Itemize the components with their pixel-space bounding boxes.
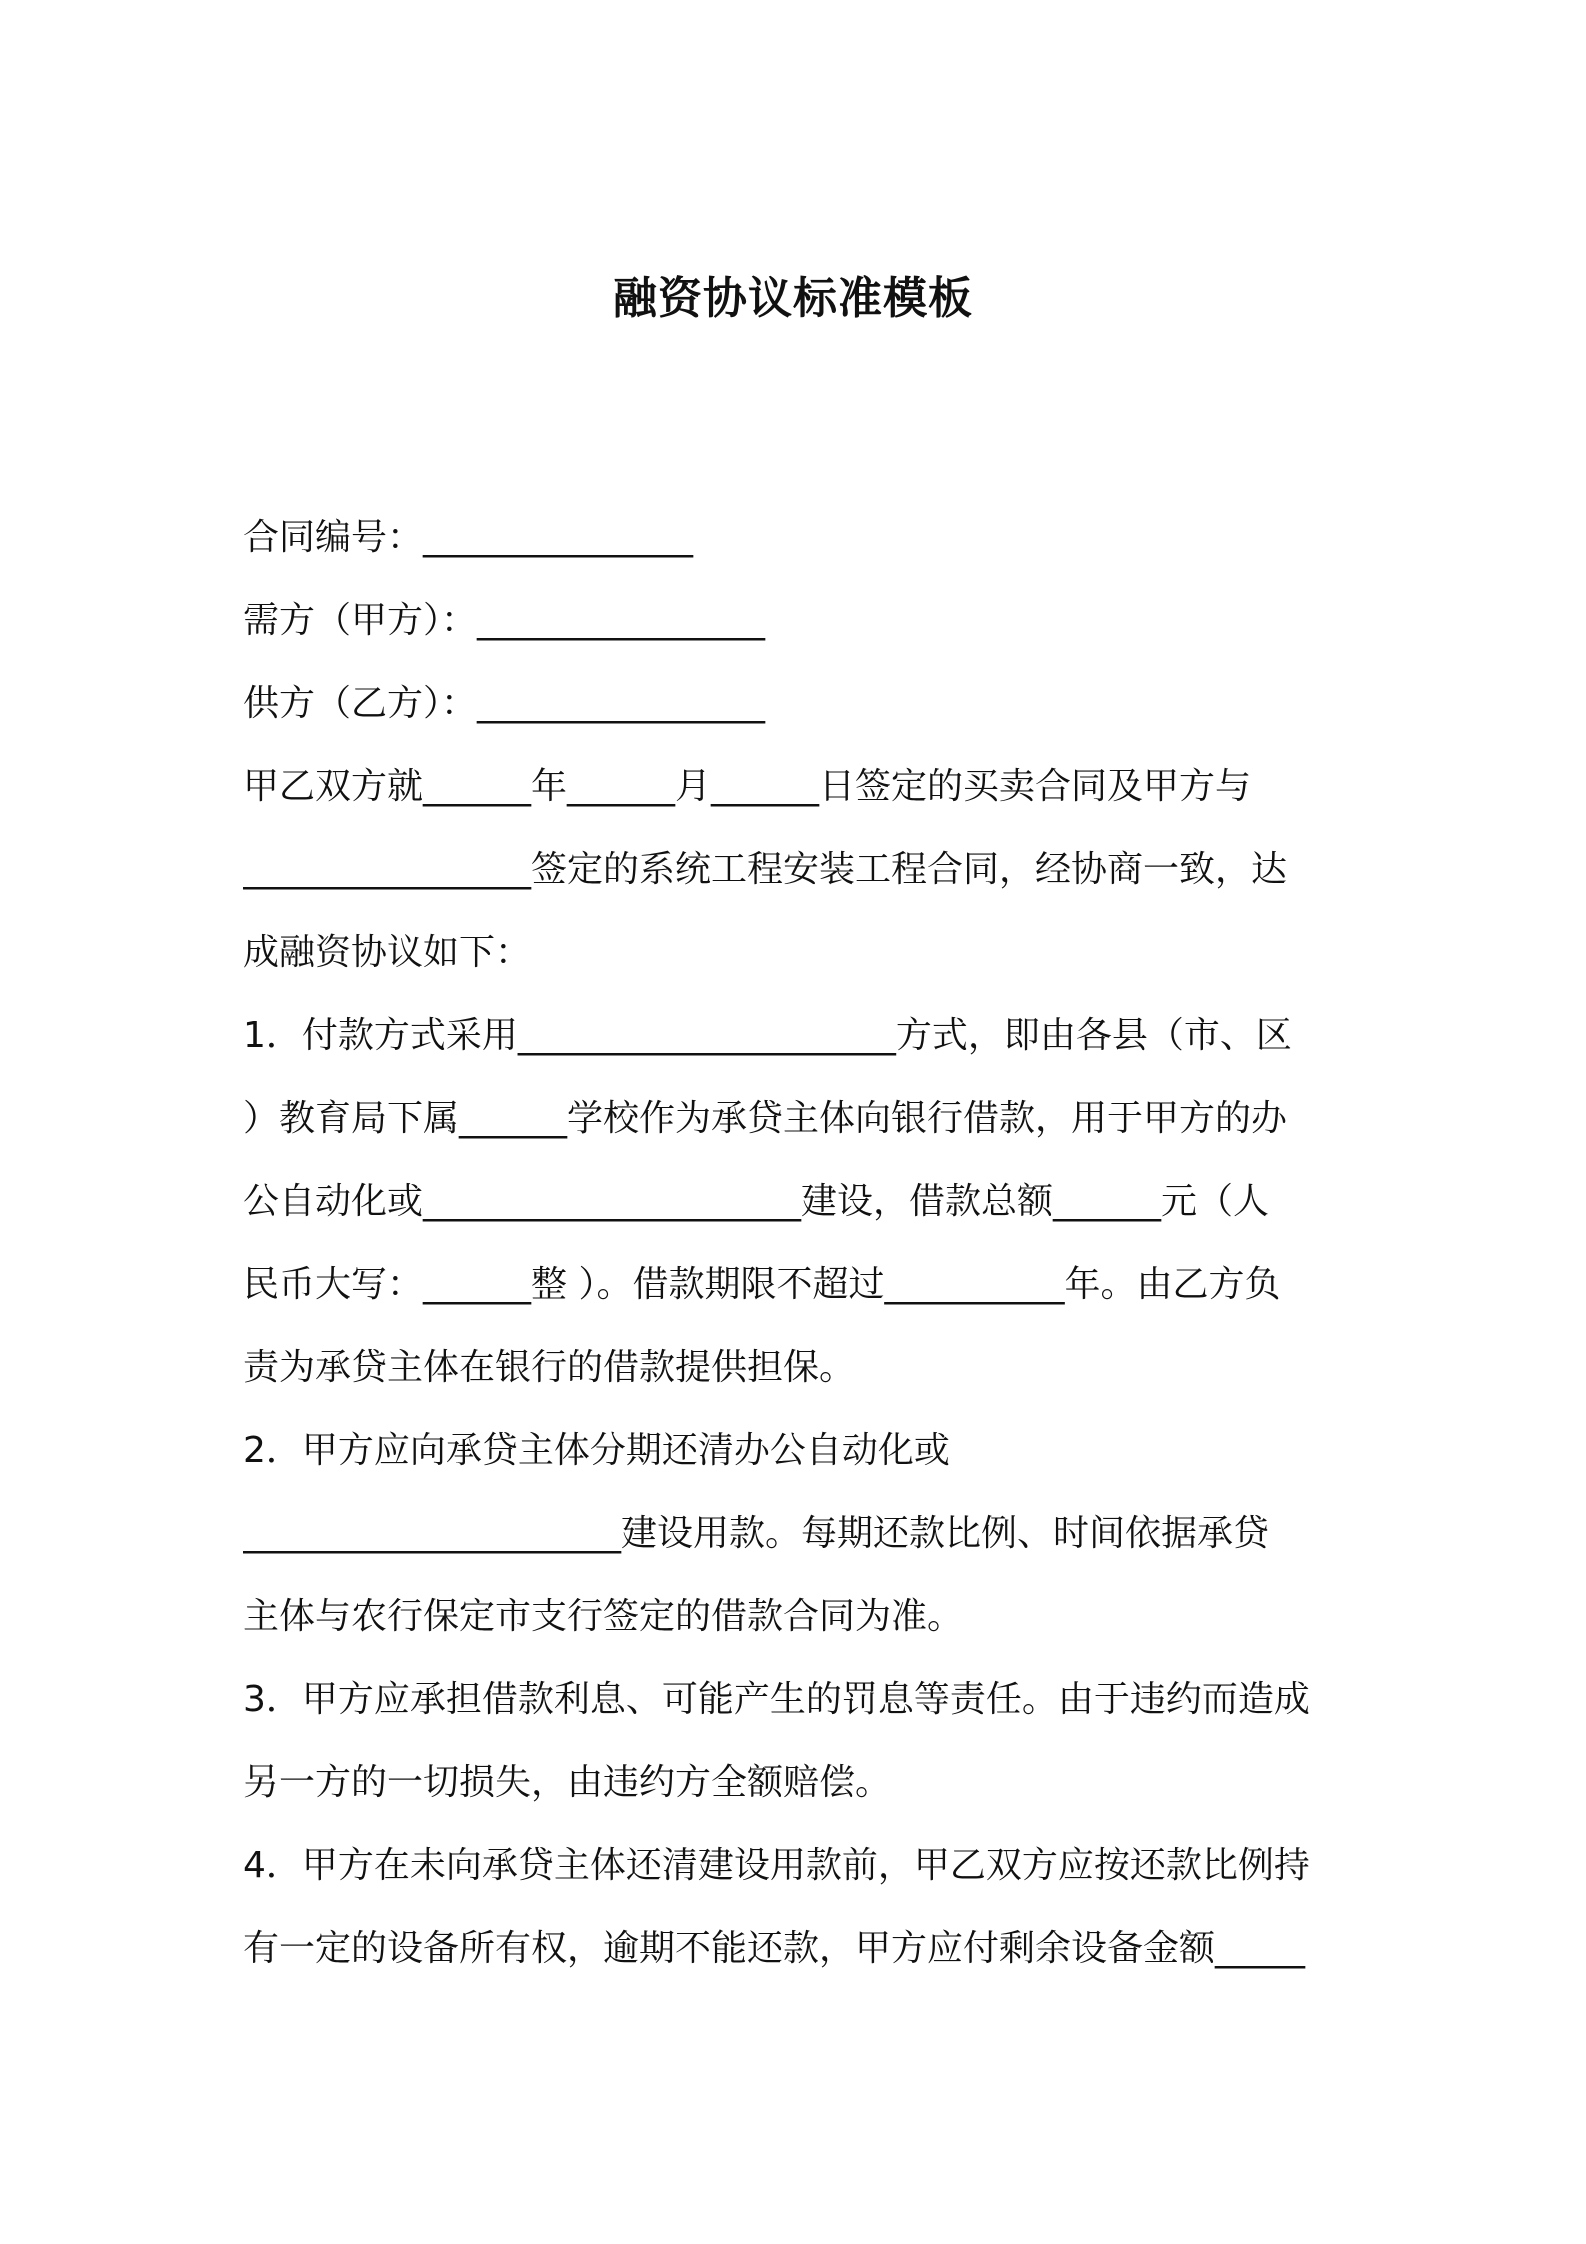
clause-1-line-5: 责为承贷主体在银行的借款提供担保。 (243, 1347, 856, 1388)
clause-1-line-2: ）教育局下属______学校作为承贷主体向银行借款，用于甲方的办 (243, 1098, 1288, 1139)
clause-1-line-1: 1．付款方式采用_____________________方式，即由各县（市、区 (243, 1015, 1292, 1056)
party-b-line: 供方（乙方）：________________ (243, 683, 766, 724)
preamble-line-2: ________________签定的系统工程安装工程合同，经协商一致，达 (243, 849, 1288, 890)
clause-1-line-3: 公自动化或_____________________建设，借款总额______元（人 (243, 1181, 1270, 1222)
clause-4-line-2: 有一定的设备所有权，逾期不能还款，甲方应付剩余设备金额_____ (243, 1928, 1306, 1969)
preamble-line-1: 甲乙双方就______年______月______日签定的买卖合同及甲方与 (243, 766, 1252, 807)
contract-number-line: 合同编号：_______________ (243, 517, 694, 558)
document-title: 融资协议标准模板 (613, 273, 973, 324)
clause-1-line-4: 民币大写：______整 ）。借款期限不超过__________年。由乙方负 (243, 1264, 1281, 1305)
party-a-line: 需方（甲方）：________________ (243, 600, 766, 641)
clause-3-line-1: 3．甲方应承担借款利息、可能产生的罚息等责任。由于违约而造成 (243, 1679, 1310, 1720)
clause-3-line-2: 另一方的一切损失，由违约方全额赔偿。 (243, 1762, 892, 1803)
clause-2-line-2: _____________________建设用款。每期还款比例、时间依据承贷 (243, 1513, 1270, 1554)
preamble-line-3: 成融资协议如下： (243, 932, 532, 973)
agreement-body (243, 496, 1363, 1990)
clause-2-line-3: 主体与农行保定市支行签定的借款合同为准。 (243, 1596, 964, 1637)
clause-2-line-1: 2．甲方应向承贷主体分期还清办公自动化或 (243, 1430, 950, 1471)
clause-4-line-1: 4．甲方在未向承贷主体还清建设用款前，甲乙双方应按还款比例持 (243, 1845, 1310, 1886)
